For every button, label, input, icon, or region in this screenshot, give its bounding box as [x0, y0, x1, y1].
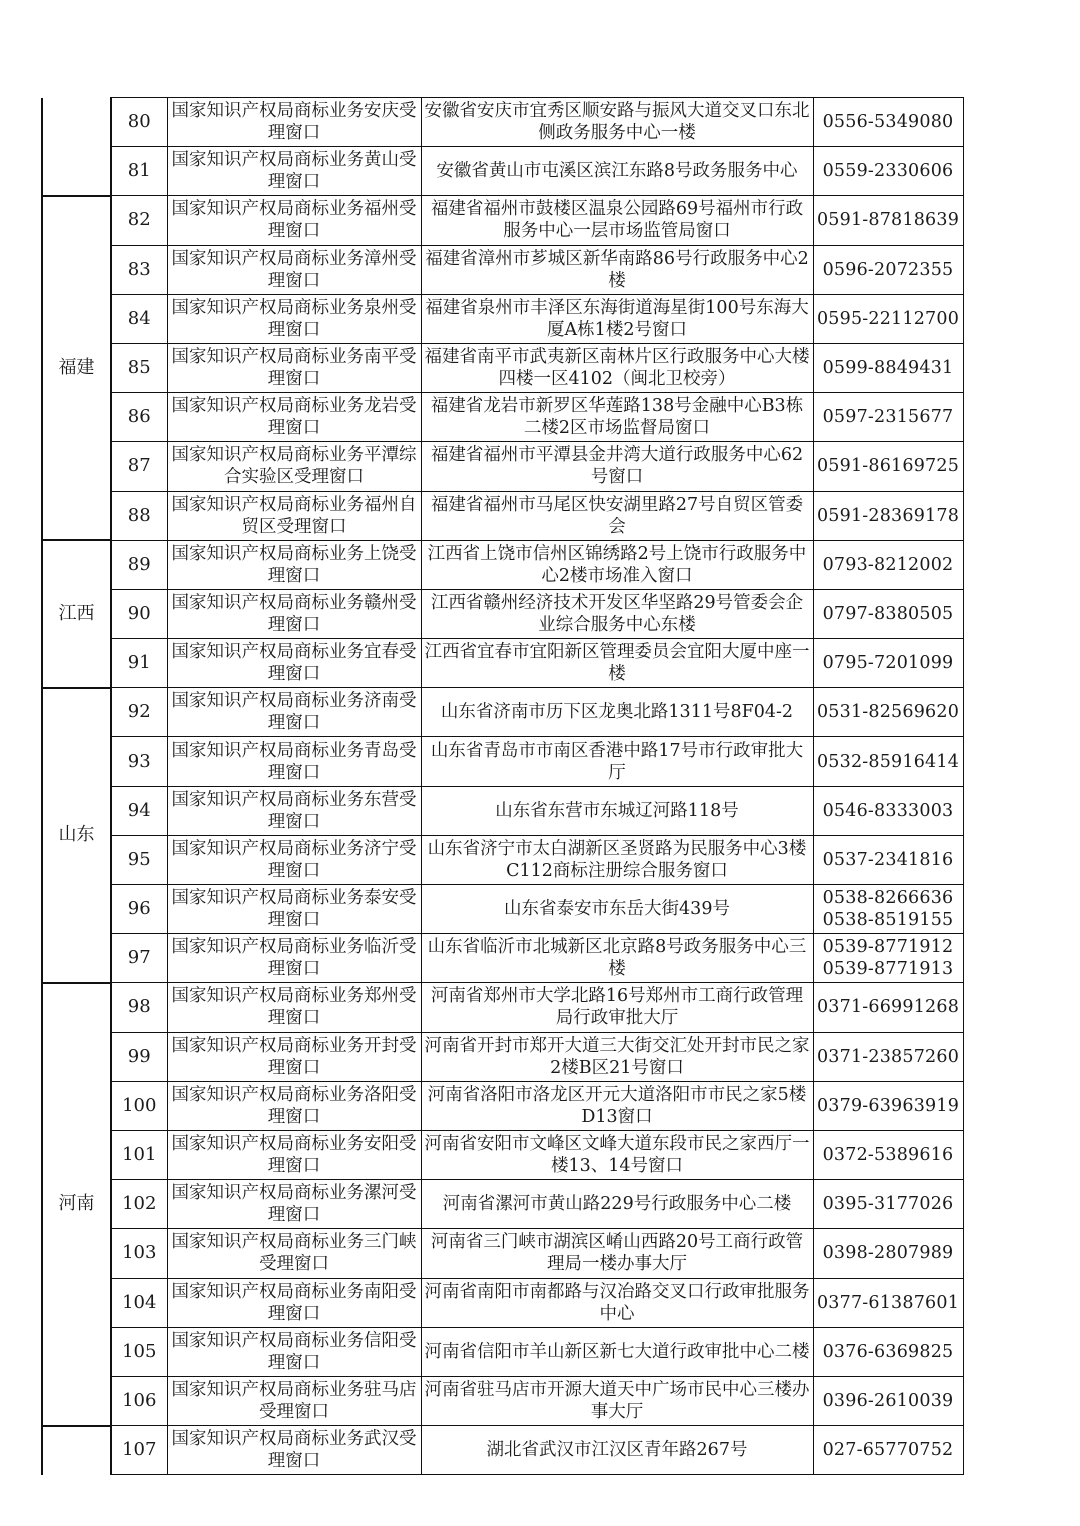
serial-number-cell: 97: [111, 934, 167, 983]
window-name-cell: 国家知识产权局商标业务赣州受理窗口: [167, 589, 421, 638]
phone-number: 0376-6369825: [822, 1341, 954, 1362]
address-cell: 安徽省黄山市屯溪区滨江东路8号政务服务中心: [421, 147, 813, 196]
province-cell: [42, 1426, 111, 1475]
window-name-cell: 国家知识产权局商标业务南平受理窗口: [167, 343, 421, 392]
phone-cell: [813, 934, 963, 983]
window-name-cell: 国家知识产权局商标业务安阳受理窗口: [167, 1130, 421, 1179]
window-name-cell: 国家知识产权局商标业务安庆受理窗口: [167, 98, 421, 147]
phone-number: 0599-8849431: [822, 358, 954, 379]
window-name-cell: 国家知识产权局商标业务福州自贸区受理窗口: [167, 491, 421, 540]
phone-cell: [813, 737, 963, 786]
table-row: [42, 1130, 963, 1179]
phone-cell: [813, 885, 963, 934]
window-name-cell: 国家知识产权局商标业务驻马店受理窗口: [167, 1376, 421, 1425]
table-row: [42, 1327, 963, 1376]
table-row: [42, 1032, 963, 1081]
phone-number: 0539-8771912: [822, 937, 954, 958]
phone-cell: [813, 98, 963, 147]
table-row: [42, 147, 963, 196]
phone-cell: [813, 688, 963, 737]
phone-number: 0538-8266636: [822, 888, 954, 909]
phone-number: 0539-8771913: [822, 959, 954, 980]
window-name-cell: 国家知识产权局商标业务漳州受理窗口: [167, 245, 421, 294]
address-cell: 江西省上饶市信州区锦绣路2号上饶市行政服务中心2楼市场准入窗口: [421, 540, 813, 589]
serial-number-cell: 104: [111, 1278, 167, 1327]
address-cell: 河南省郑州市大学北路16号郑州市工商行政管理局行政审批大厅: [421, 983, 813, 1032]
address-cell: 福建省泉州市丰泽区东海街道海星街100号东海大厦A栋1楼2号窗口: [421, 294, 813, 343]
phone-number: 0556-5349080: [822, 112, 954, 133]
window-name-cell: 国家知识产权局商标业务青岛受理窗口: [167, 737, 421, 786]
phone-cell: [813, 1180, 963, 1229]
address-cell: 福建省漳州市芗城区新华南路86号行政服务中心2楼: [421, 245, 813, 294]
serial-number-cell: 89: [111, 540, 167, 589]
address-cell: 河南省信阳市羊山新区新七大道行政审批中心二楼: [421, 1327, 813, 1376]
phone-cell: [813, 1376, 963, 1425]
province-cell: 福建: [42, 196, 111, 540]
table-row: [42, 885, 963, 934]
table-row: [42, 393, 963, 442]
window-name-cell: 国家知识产权局商标业务平潭综合实验区受理窗口: [167, 442, 421, 491]
phone-cell: [813, 639, 963, 688]
phone-number: 0395-3177026: [822, 1194, 954, 1215]
address-cell: 福建省龙岩市新罗区华莲路138号金融中心B3栋二楼2区市场监督局窗口: [421, 393, 813, 442]
address-cell: 河南省驻马店市开源大道天中广场市民中心三楼办事大厅: [421, 1376, 813, 1425]
serial-number-cell: 85: [111, 343, 167, 392]
phone-number: 0793-8212002: [822, 554, 954, 575]
address-cell: 河南省漯河市黄山路229号行政服务中心二楼: [421, 1180, 813, 1229]
table-row: [42, 1376, 963, 1425]
serial-number-cell: 98: [111, 983, 167, 1032]
phone-number: 0396-2610039: [822, 1390, 954, 1411]
phone-cell: [813, 589, 963, 638]
phone-number: 0538-8519155: [822, 910, 954, 931]
table-row: [42, 491, 963, 540]
province-cell: 河南: [42, 983, 111, 1426]
window-name-cell: 国家知识产权局商标业务上饶受理窗口: [167, 540, 421, 589]
window-name-cell: 国家知识产权局商标业务济南受理窗口: [167, 688, 421, 737]
phone-cell: [813, 442, 963, 491]
address-cell: 江西省宜春市宜阳新区管理委员会宜阳大厦中座一楼: [421, 639, 813, 688]
phone-number: 027-65770752: [822, 1440, 954, 1461]
table-row: [42, 688, 963, 737]
address-cell: 河南省安阳市文峰区文峰大道东段市民之家西厅一楼13、14号窗口: [421, 1130, 813, 1179]
phone-cell: [813, 540, 963, 589]
phone-number: 0379-63963919: [816, 1095, 960, 1116]
table-row: [42, 540, 963, 589]
serial-number-cell: 88: [111, 491, 167, 540]
window-name-cell: 国家知识产权局商标业务洛阳受理窗口: [167, 1081, 421, 1130]
window-name-cell: 国家知识产权局商标业务泉州受理窗口: [167, 294, 421, 343]
phone-cell: [813, 1130, 963, 1179]
address-cell: 河南省洛阳市洛龙区开元大道洛阳市市民之家5楼D13窗口: [421, 1081, 813, 1130]
table-row: [42, 196, 963, 245]
table-row: [42, 1180, 963, 1229]
window-name-cell: 国家知识产权局商标业务临沂受理窗口: [167, 934, 421, 983]
phone-cell: [813, 1327, 963, 1376]
window-name-cell: 国家知识产权局商标业务济宁受理窗口: [167, 835, 421, 884]
phone-number: 0797-8380505: [822, 603, 954, 624]
address-cell: 河南省开封市郑开大道三大街交汇处开封市民之家2楼B区21号窗口: [421, 1032, 813, 1081]
table-body: [42, 98, 963, 1475]
serial-number-cell: 92: [111, 688, 167, 737]
address-cell: 河南省南阳市南都路与汉冶路交叉口行政审批服务中心: [421, 1278, 813, 1327]
serial-number-cell: 82: [111, 196, 167, 245]
phone-cell: [813, 147, 963, 196]
window-name-cell: 国家知识产权局商标业务郑州受理窗口: [167, 983, 421, 1032]
window-name-cell: 国家知识产权局商标业务开封受理窗口: [167, 1032, 421, 1081]
address-cell: 山东省临沂市北城新区北京路8号政务服务中心三楼: [421, 934, 813, 983]
phone-cell: [813, 393, 963, 442]
phone-number: 0595-22112700: [816, 308, 960, 329]
table-row: [42, 786, 963, 835]
phone-cell: [813, 786, 963, 835]
window-name-cell: 国家知识产权局商标业务武汉受理窗口: [167, 1426, 421, 1475]
phone-cell: [813, 1278, 963, 1327]
phone-number: 0537-2341816: [822, 849, 954, 870]
phone-cell: [813, 343, 963, 392]
window-name-cell: 国家知识产权局商标业务宜春受理窗口: [167, 639, 421, 688]
table-row: [42, 1426, 963, 1475]
phone-number: 0398-2807989: [822, 1243, 954, 1264]
table-row: [42, 1081, 963, 1130]
address-cell: 山东省济南市历下区龙奥北路1311号8F04-2: [421, 688, 813, 737]
province-cell: 山东: [42, 688, 111, 983]
address-cell: 安徽省安庆市宜秀区顺安路与振风大道交叉口东北侧政务服务中心一楼: [421, 98, 813, 147]
phone-number: 0531-82569620: [816, 702, 960, 723]
address-cell: 山东省青岛市市南区香港中路17号市行政审批大厅: [421, 737, 813, 786]
address-cell: 山东省泰安市东岳大街439号: [421, 885, 813, 934]
phone-number: 0591-28369178: [816, 505, 960, 526]
window-name-cell: 国家知识产权局商标业务信阳受理窗口: [167, 1327, 421, 1376]
phone-number: 0591-86169725: [816, 456, 960, 477]
serial-number-cell: 99: [111, 1032, 167, 1081]
phone-number: 0371-23857260: [816, 1046, 960, 1067]
phone-number: 0532-85916414: [816, 751, 960, 772]
window-name-cell: 国家知识产权局商标业务泰安受理窗口: [167, 885, 421, 934]
table-row: [42, 639, 963, 688]
province-cell: [42, 98, 111, 196]
address-cell: 湖北省武汉市江汉区青年路267号: [421, 1426, 813, 1475]
serial-number-cell: 87: [111, 442, 167, 491]
address-cell: 福建省福州市平潭县金井湾大道行政服务中心62号窗口: [421, 442, 813, 491]
phone-cell: [813, 196, 963, 245]
phone-number: 0546-8333003: [822, 800, 954, 821]
table-row: [42, 1229, 963, 1278]
serial-number-cell: 106: [111, 1376, 167, 1425]
serial-number-cell: 107: [111, 1426, 167, 1475]
phone-number: 0559-2330606: [822, 161, 954, 182]
serial-number-cell: 96: [111, 885, 167, 934]
serial-number-cell: 105: [111, 1327, 167, 1376]
phone-number: 0371-66991268: [816, 997, 960, 1018]
province-cell: 江西: [42, 540, 111, 688]
table-row: [42, 589, 963, 638]
phone-number: 0372-5389616: [822, 1145, 954, 1166]
serial-number-cell: 101: [111, 1130, 167, 1179]
phone-cell: [813, 1081, 963, 1130]
phone-number: 0596-2072355: [822, 259, 954, 280]
address-cell: 福建省南平市武夷新区南林片区行政服务中心大楼四楼一区4102（闽北卫校旁）: [421, 343, 813, 392]
serial-number-cell: 93: [111, 737, 167, 786]
phone-cell: [813, 1032, 963, 1081]
phone-cell: [813, 835, 963, 884]
phone-number: 0591-87818639: [816, 210, 960, 231]
window-name-cell: 国家知识产权局商标业务龙岩受理窗口: [167, 393, 421, 442]
phone-cell: [813, 245, 963, 294]
table-row: [42, 983, 963, 1032]
phone-cell: [813, 294, 963, 343]
table-row: [42, 343, 963, 392]
table-row: [42, 442, 963, 491]
serial-number-cell: 86: [111, 393, 167, 442]
serial-number-cell: 91: [111, 639, 167, 688]
phone-number: 0795-7201099: [822, 653, 954, 674]
serial-number-cell: 90: [111, 589, 167, 638]
address-cell: 福建省福州市马尾区快安湖里路27号自贸区管委会: [421, 491, 813, 540]
table-row: [42, 737, 963, 786]
serial-number-cell: 102: [111, 1180, 167, 1229]
phone-cell: [813, 491, 963, 540]
window-name-cell: 国家知识产权局商标业务黄山受理窗口: [167, 147, 421, 196]
window-name-cell: 国家知识产权局商标业务南阳受理窗口: [167, 1278, 421, 1327]
serial-number-cell: 95: [111, 835, 167, 884]
window-name-cell: 国家知识产权局商标业务漯河受理窗口: [167, 1180, 421, 1229]
service-window-table-page: [41, 97, 964, 1475]
table-row: [42, 294, 963, 343]
address-cell: 福建省福州市鼓楼区温泉公园路69号福州市行政服务中心一层市场监管局窗口: [421, 196, 813, 245]
window-name-cell: 国家知识产权局商标业务三门峡受理窗口: [167, 1229, 421, 1278]
window-name-cell: 国家知识产权局商标业务东营受理窗口: [167, 786, 421, 835]
address-cell: 山东省济宁市太白湖新区圣贤路为民服务中心3楼C112商标注册综合服务窗口: [421, 835, 813, 884]
service-window-table: [41, 97, 964, 1475]
serial-number-cell: 83: [111, 245, 167, 294]
table-row: [42, 934, 963, 983]
phone-cell: [813, 1229, 963, 1278]
serial-number-cell: 100: [111, 1081, 167, 1130]
serial-number-cell: 80: [111, 98, 167, 147]
serial-number-cell: 94: [111, 786, 167, 835]
table-row: [42, 1278, 963, 1327]
phone-cell: [813, 1426, 963, 1475]
serial-number-cell: 81: [111, 147, 167, 196]
phone-number: 0377-61387601: [816, 1292, 960, 1313]
table-row: [42, 245, 963, 294]
phone-cell: [813, 983, 963, 1032]
address-cell: 山东省东营市东城辽河路118号: [421, 786, 813, 835]
phone-number: 0597-2315677: [822, 407, 954, 428]
address-cell: 河南省三门峡市湖滨区崤山西路20号工商行政管理局一楼办事大厅: [421, 1229, 813, 1278]
table-row: [42, 98, 963, 147]
table-row: [42, 835, 963, 884]
window-name-cell: 国家知识产权局商标业务福州受理窗口: [167, 196, 421, 245]
address-cell: 江西省赣州经济技术开发区华坚路29号管委会企业综合服务中心东楼: [421, 589, 813, 638]
serial-number-cell: 84: [111, 294, 167, 343]
serial-number-cell: 103: [111, 1229, 167, 1278]
